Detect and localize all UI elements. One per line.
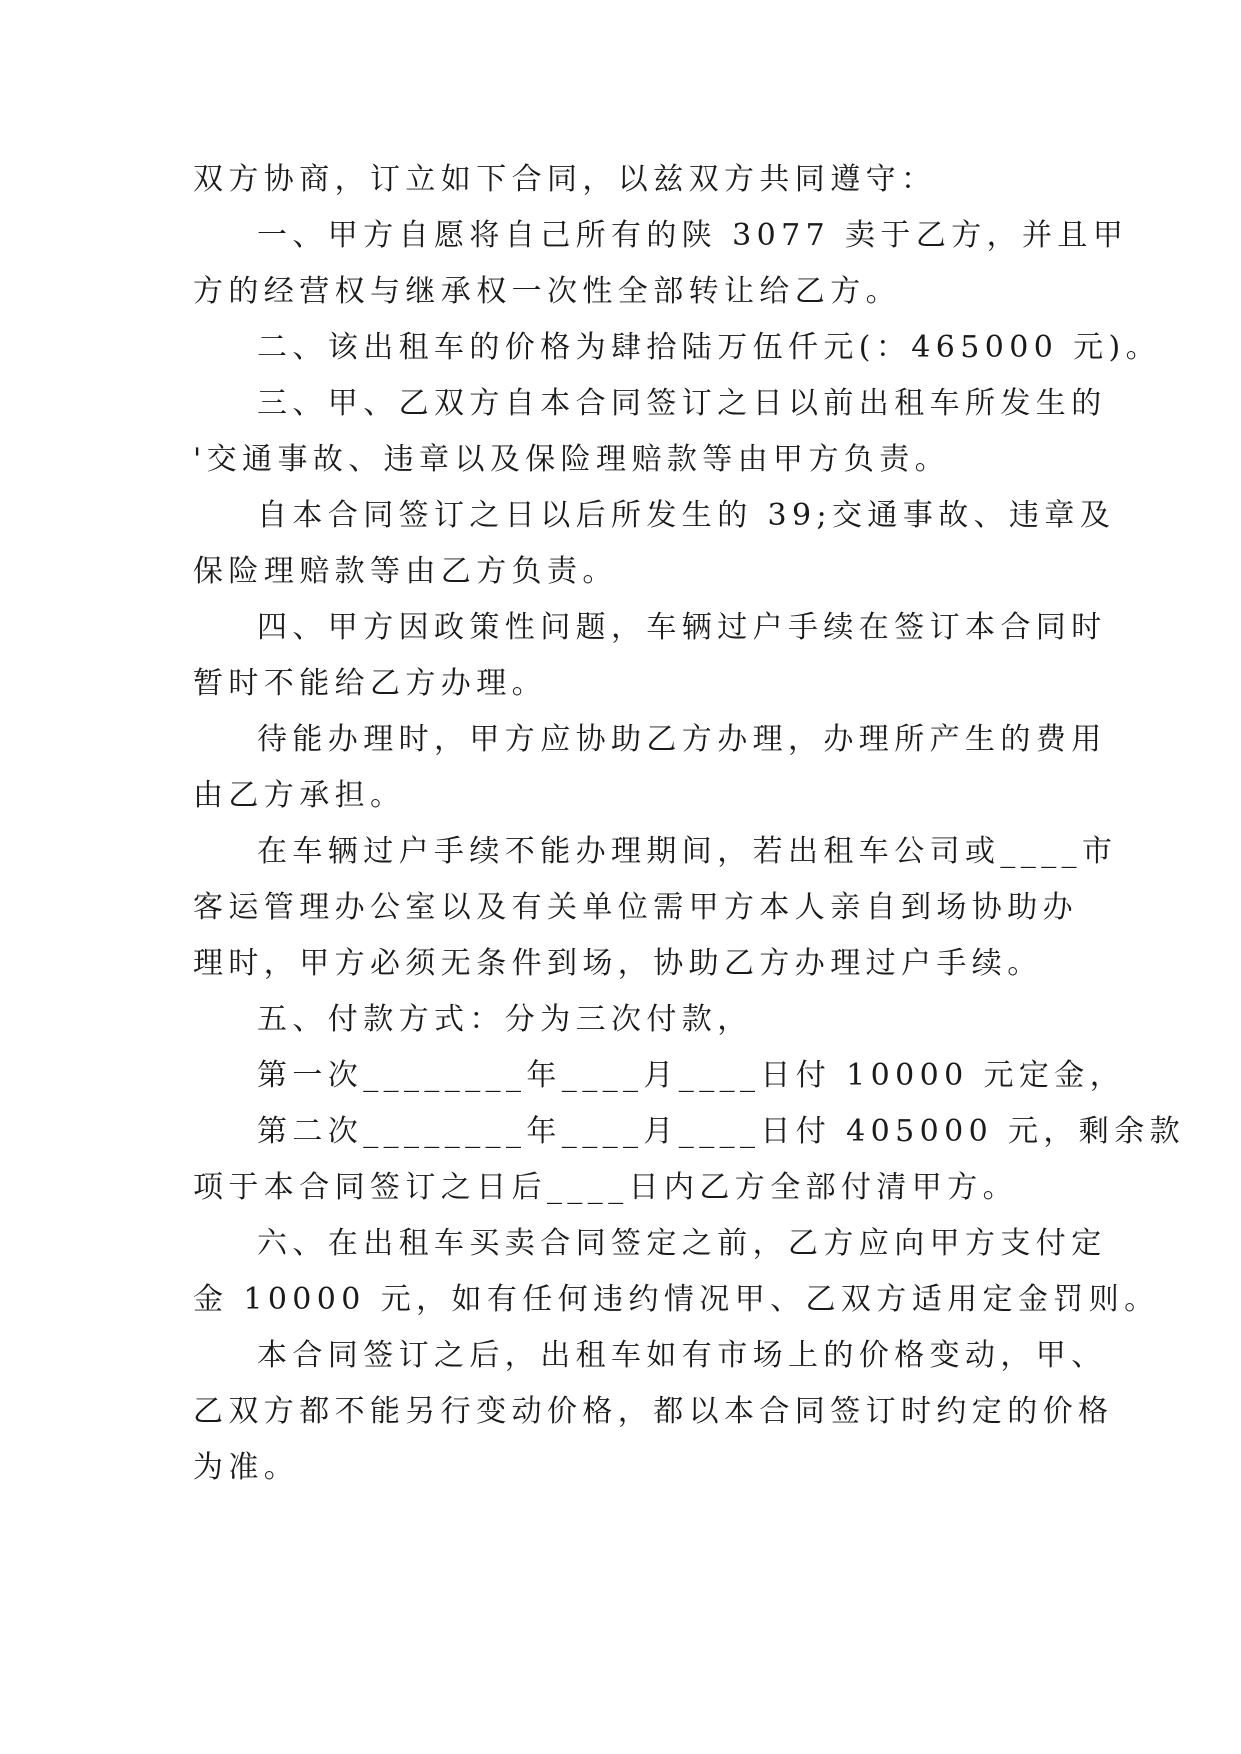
text-line: 金 10000 元，如有任何违约情况甲、乙双方适用定金罚则。	[193, 1282, 1160, 1317]
text-line: 保险理赔款等由乙方负责。	[193, 554, 618, 589]
text-line: 由乙方承担。	[193, 778, 406, 813]
text-line: 理时，甲方必须无条件到场，协助乙方办理过户手续。	[193, 946, 1043, 981]
text-line: 二、该出租车的价格为肆拾陆万伍仟元(：465000 元)。	[257, 330, 1162, 365]
text-line: 四、甲方因政策性问题，车辆过户手续在签订本合同时	[257, 610, 1107, 645]
text-line: 待能办理时，甲方应协助乙方办理，办理所产生的费用	[257, 722, 1107, 757]
text-line: 暂时不能给乙方办理。	[193, 666, 547, 701]
text-line: 自本合同签订之日以后所发生的 39;交通事故、违章及	[257, 498, 1116, 533]
text-line: 五、付款方式：分为三次付款，	[257, 1002, 753, 1037]
text-line: 乙双方都不能另行变动价格，都以本合同签订时约定的价格	[193, 1394, 1114, 1429]
text-line: 六、在出租车买卖合同签定之前，乙方应向甲方支付定	[257, 1226, 1107, 1261]
text-line: 在车辆过户手续不能办理期间，若出租车公司或____市	[257, 834, 1118, 869]
text-line: '交通事故、违章以及保险理赔款等由甲方负责。	[193, 442, 951, 477]
text-line: 第二次________年____月____日付 405000 元，剩余款	[257, 1114, 1185, 1149]
text-line: 项于本合同签订之日后____日内乙方全部付清甲方。	[193, 1170, 1018, 1205]
text-line: 双方协商，订立如下合同，以兹双方共同遵守：	[193, 162, 937, 197]
text-line: 一、甲方自愿将自己所有的陕 3077 卖于乙方，并且甲	[257, 218, 1129, 253]
text-line: 为准。	[193, 1450, 300, 1485]
text-line: 本合同签订之后，出租车如有市场上的价格变动，甲、	[257, 1338, 1107, 1373]
text-line: 三、甲、乙双方自本合同签订之日以前出租车所发生的	[257, 386, 1107, 421]
text-line: 第一次________年____月____日付 10000 元定金，	[257, 1058, 1126, 1093]
text-line: 方的经营权与继承权一次性全部转让给乙方。	[193, 274, 901, 309]
text-line: 客运管理办公室以及有关单位需甲方本人亲自到场协助办	[193, 890, 1078, 925]
